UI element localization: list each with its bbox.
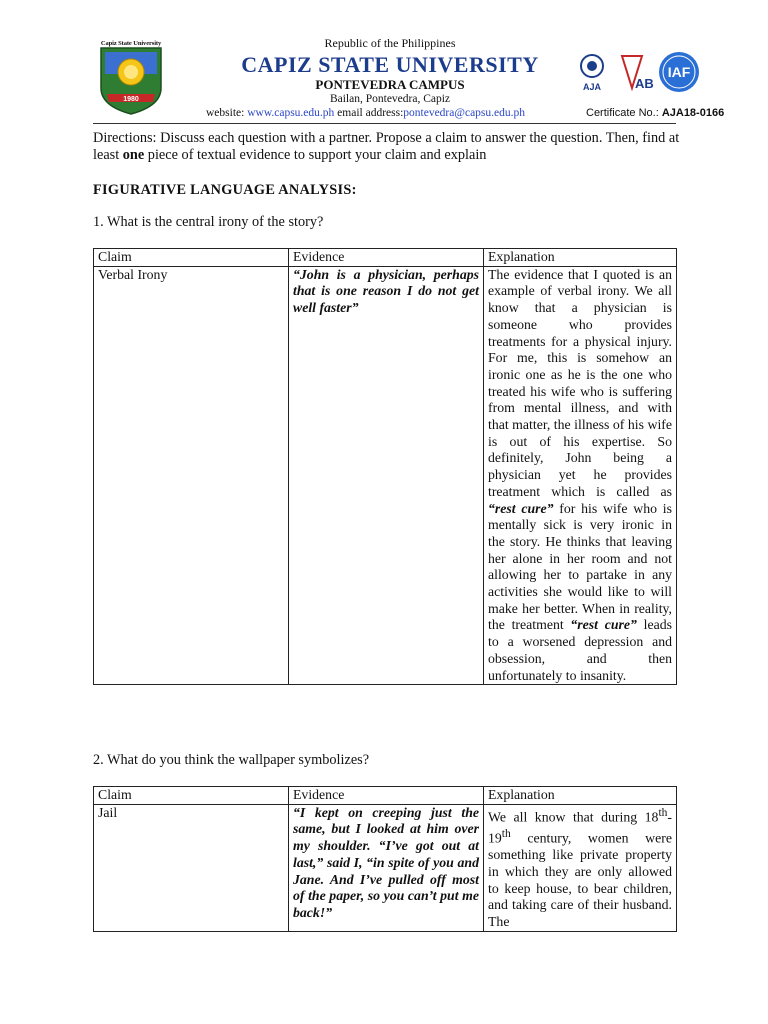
question-2: 2. What do you think the wallpaper symbolizes?: [93, 752, 370, 768]
university-name: CAPIZ STATE UNIVERSITY: [241, 52, 539, 77]
contact-line: [206, 107, 525, 119]
superscript-th: th: [501, 828, 511, 840]
aja-badge-text: AJA: [582, 82, 602, 92]
website-label: website:: [206, 107, 248, 119]
email-link[interactable]: pontevedra@capsu.edu.ph: [403, 107, 525, 119]
explanation-cell: [484, 804, 677, 931]
claim-cell: Jail: [94, 804, 289, 931]
claim-cell: Verbal Irony: [94, 266, 289, 685]
evidence-cell: “I kept on creeping just the same, but I looked at him over my shoulder. “I’ve got out at last,” said I, “in spite of you and Jane. And I’ve pulled off most of the paper, so you can’t put me back!”: [289, 804, 484, 931]
explanation-text: -19: [488, 809, 672, 846]
email-label: email address:: [334, 107, 404, 119]
explanation-cell: [484, 266, 677, 685]
ab-badge-text: AB: [635, 76, 654, 91]
aja-badge-icon: [581, 55, 603, 92]
superscript-th: th: [658, 806, 668, 819]
header-claim: Claim: [94, 787, 289, 805]
logo-caption: Capiz State University: [100, 40, 162, 47]
evidence-cell: “John is a physician, perhaps that is one reason I do not get well faster”: [289, 266, 484, 685]
explanation-text: leads to a worsened depression and obsession, and then unfortunately to insanity.: [488, 617, 672, 683]
directions-bold-one: one: [122, 147, 145, 163]
question-1-table: [93, 248, 677, 685]
campus-address: Bailan, Pontevedra, Capiz: [329, 93, 451, 105]
table-row: [94, 266, 677, 685]
header-evidence: Evidence: [289, 249, 484, 267]
jab-badge-icon: [622, 56, 654, 91]
table-header-row: [94, 787, 677, 805]
directions-text-2: piece of textual evidence to support your claim and explain: [144, 147, 487, 163]
logo-year: 1980: [123, 96, 139, 103]
website-link[interactable]: www.capsu.edu.ph: [247, 107, 335, 119]
header-explanation: Explanation: [484, 787, 677, 805]
question-1: 1. What is the central irony of the story?: [93, 214, 324, 230]
certificate-number: [586, 107, 724, 119]
certificate-value: AJA18-0166: [661, 107, 725, 119]
table-row: [94, 804, 677, 931]
iaf-badge-text: IAF: [667, 64, 691, 80]
directions-text-1: Directions: Discuss each question with a partner. Propose a claim to answer the question. Then, find at least: [93, 130, 680, 163]
directions: [93, 130, 693, 164]
explanation-text: century, women were something like private property in which they are only allowed to keep house, to bear children, and taking care of their husband. The: [488, 830, 672, 930]
table-header-row: [94, 249, 677, 267]
explanation-emphasis: “rest cure”: [488, 500, 554, 516]
republic-line: Republic of the Philippines: [324, 36, 456, 50]
explanation-text: We all know that during 18: [488, 809, 659, 825]
section-heading: FIGURATIVE LANGUAGE ANALYSIS:: [93, 182, 357, 198]
campus-name: PONTEVEDRA CAMPUS: [315, 77, 465, 92]
certificate-label: Certificate No.:: [586, 107, 662, 119]
question-2-table: [93, 786, 677, 932]
header-claim: Claim: [94, 249, 289, 267]
header-explanation: Explanation: [484, 249, 677, 267]
explanation-text: for his wife who is mentally sick is very ironic in the story. He thinks that leaving her alone in her room and not allowing her to partake in any activities she would like to will make her better. When in reality, the treatment: [488, 500, 672, 633]
header-divider: [93, 123, 676, 124]
explanation-text: The evidence that I quoted is an example of verbal irony. We all know that a physician is someone who provides treatments for a physical injury. For me, this is somehow an ironic one as he is the one who treated his wife who is suffering from mental illness, and with that matter, the illness of his wife is out of his expertise. So definitely, John being a physician yet he provides treatment which is called as: [488, 266, 672, 499]
iaf-badge-icon: [659, 52, 699, 92]
explanation-emphasis: “rest cure”: [570, 617, 637, 633]
header-evidence: Evidence: [289, 787, 484, 805]
certification-logos: [578, 48, 702, 98]
